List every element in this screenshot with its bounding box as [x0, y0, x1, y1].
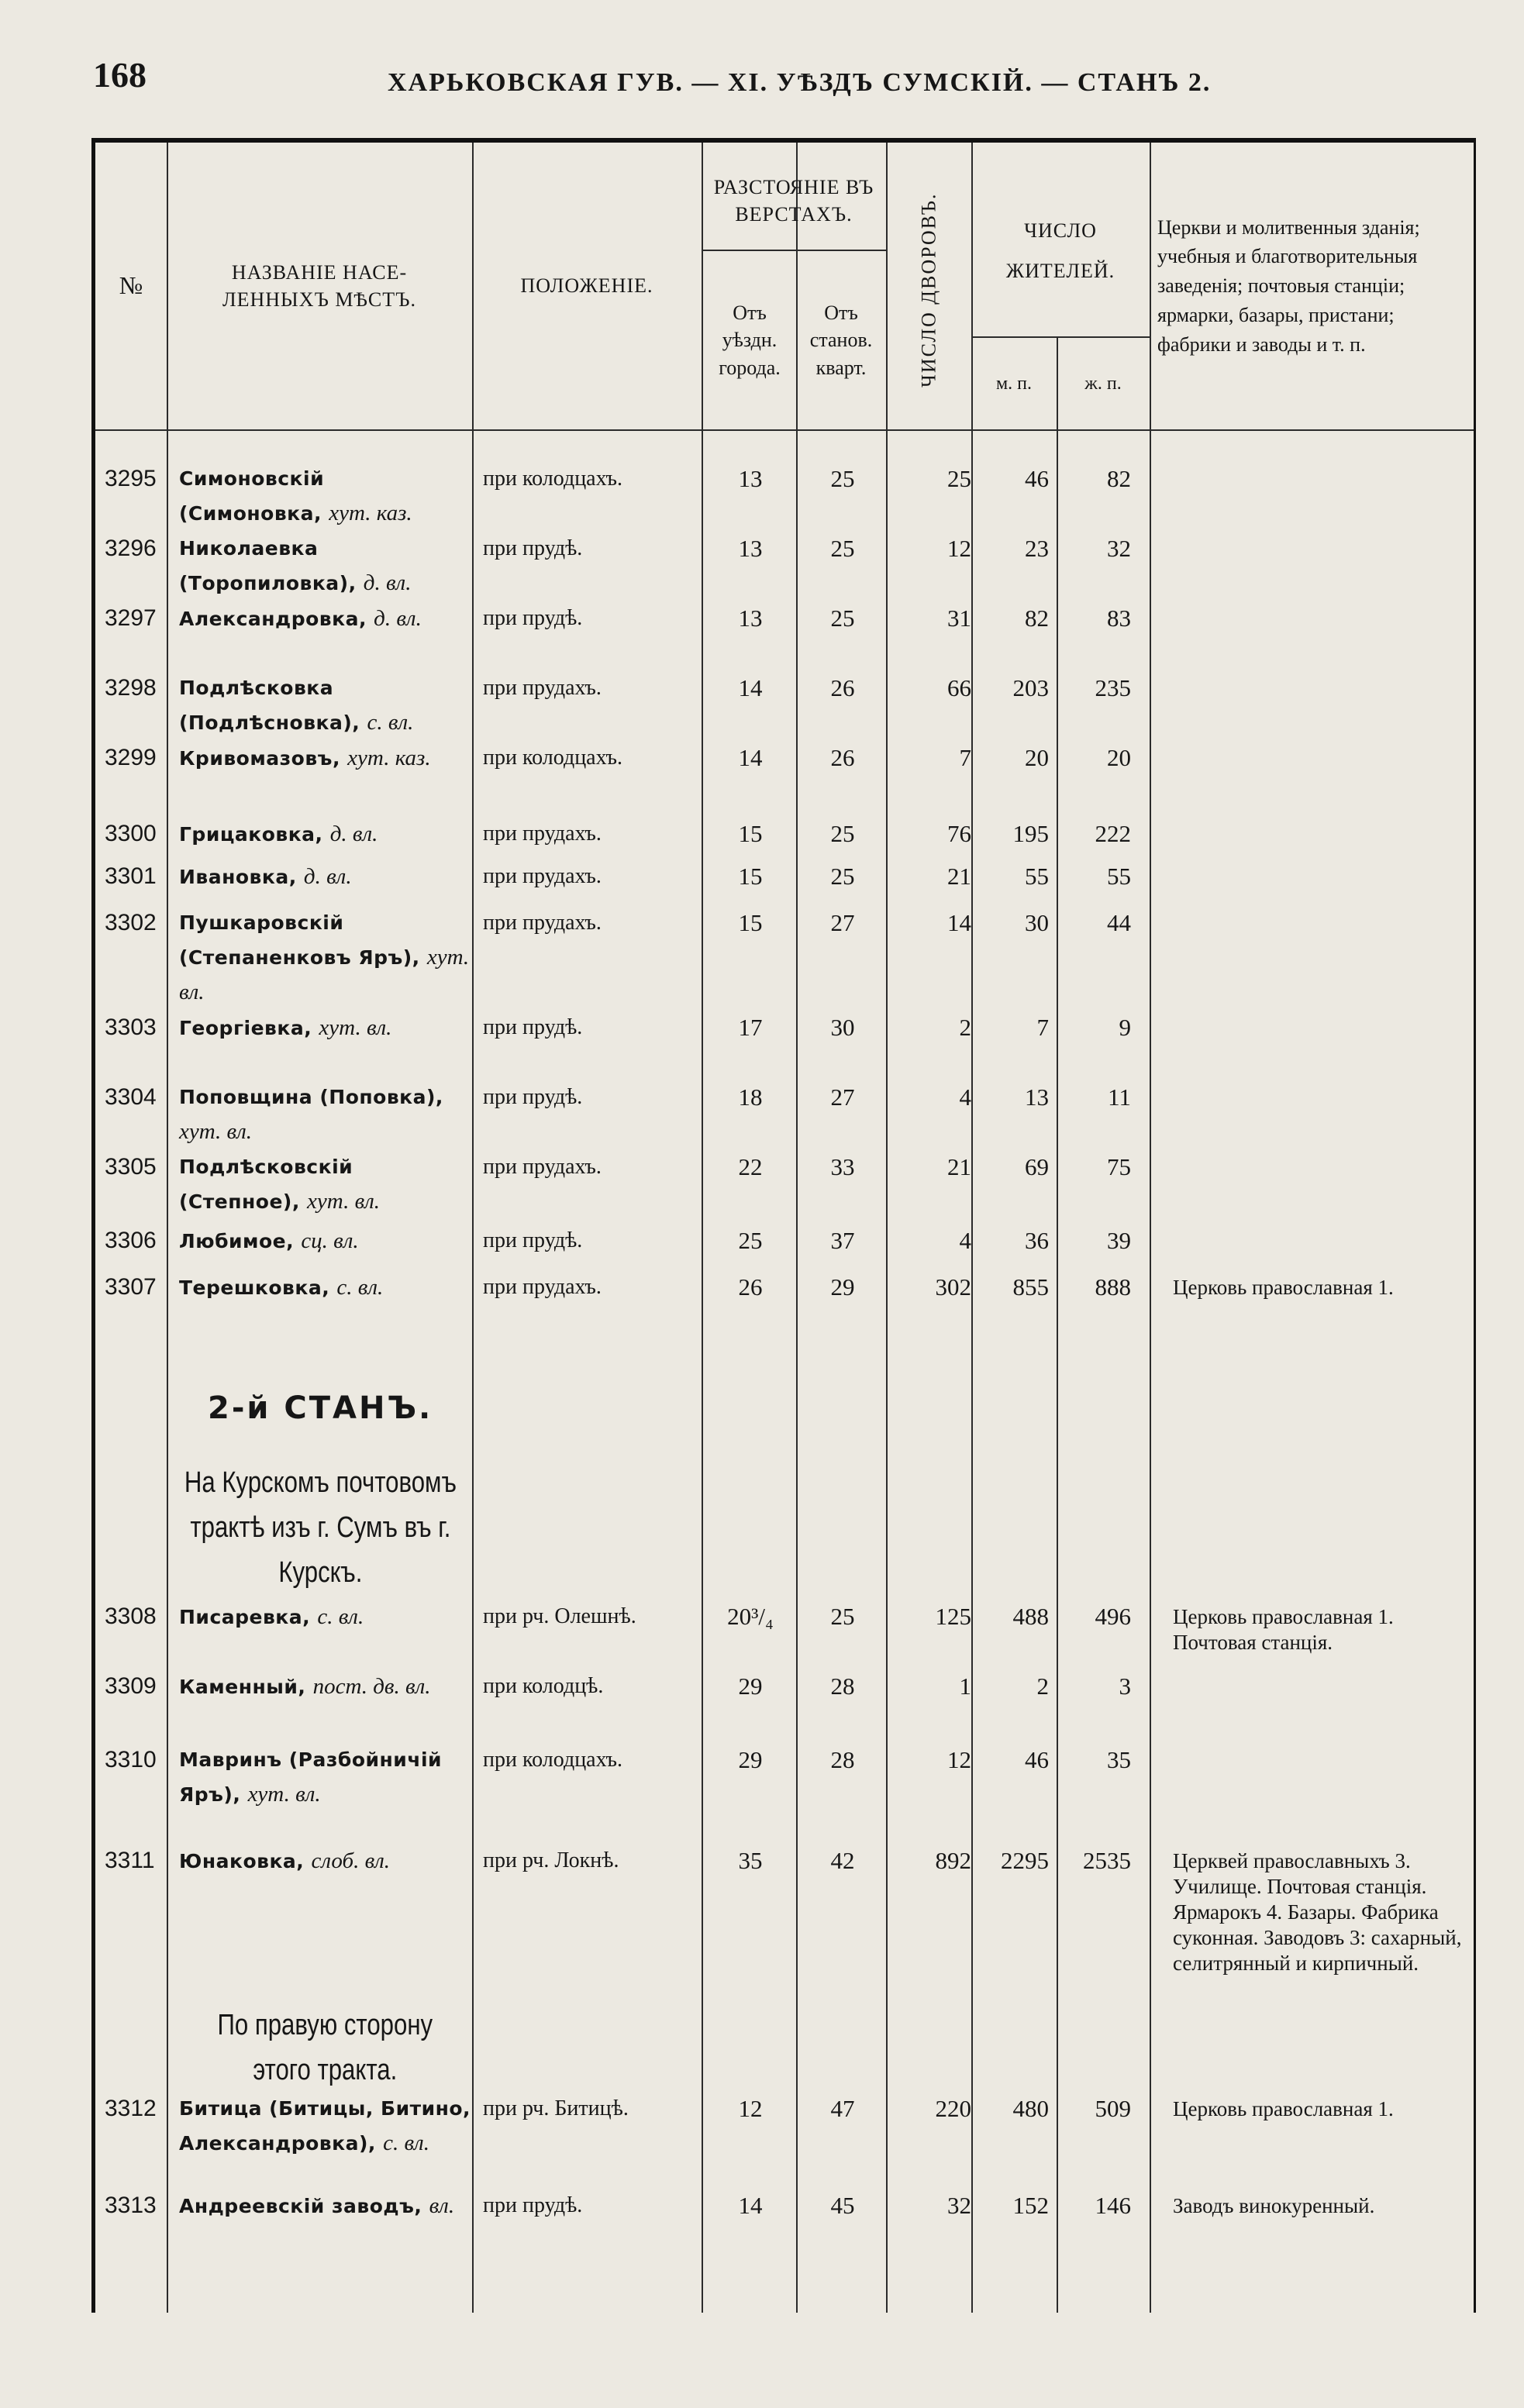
place-name-text: Писаревка,: [179, 1606, 318, 1628]
distance-from-town: 26: [738, 1273, 763, 1300]
distance-from-stan: 47: [830, 2095, 855, 2122]
female-count: 83: [1107, 605, 1131, 632]
row-number: 3305: [105, 1154, 157, 1180]
households-count: 76: [947, 820, 971, 847]
distance-from-town: 17: [738, 1014, 763, 1041]
female-count: 888: [1095, 1273, 1131, 1300]
distance-from-town: 18: [738, 1083, 763, 1111]
households-count: 21: [947, 1153, 971, 1180]
col-name-header: НАЗВАНІЕ НАСЕ-ЛЕННЫХЪ МѢСТЪ.: [222, 260, 417, 311]
settlement-type: хут. каз.: [329, 501, 412, 525]
place-name: [179, 462, 474, 531]
place-position: при рч. Битицѣ.: [483, 2096, 629, 2120]
distance-from-stan: 26: [830, 744, 855, 771]
distance-from-town: 20³/₄: [727, 1603, 774, 1630]
male-count: 480: [1012, 2095, 1049, 2122]
col-male-header: м. п.: [995, 373, 1033, 394]
row-number: 3313: [105, 2193, 157, 2218]
distance-from-town: 14: [738, 2192, 763, 2219]
place-position: при колодцахъ.: [483, 746, 623, 770]
notes-text: Церковь православная 1.: [1173, 2097, 1394, 2120]
place-position: при прудѣ.: [483, 536, 583, 560]
settlement-type: хут. каз.: [347, 746, 431, 770]
male-count: 2295: [1001, 1847, 1049, 1874]
page-number: 168: [93, 55, 147, 95]
settlement-type: д. вл.: [329, 822, 378, 846]
distance-subrule: [702, 250, 886, 251]
col-female-header: ж. п.: [1084, 373, 1122, 394]
households-count: 14: [947, 909, 971, 936]
female-count: 496: [1095, 1603, 1131, 1630]
row-number: 3297: [105, 605, 157, 631]
place-name: [179, 1600, 474, 1635]
distance-from-stan: 30: [830, 1014, 855, 1041]
col-notes-header: Церкви и молитвенныя зданія; учебныя и благотворительныя заведенія; почтовыя станціи; ярмарки, базары, пристани; фабрики и заводы и т. п.: [1157, 215, 1420, 356]
place-name: [179, 741, 474, 776]
col-from-stan-header: Отъ станов. кварт.: [809, 301, 873, 379]
place-name: [179, 2189, 474, 2224]
settlement-type: д. вл.: [374, 606, 422, 631]
distance-from-town: 35: [738, 1847, 763, 1874]
place-position: при прудѣ.: [483, 2193, 583, 2217]
place-name: [179, 817, 474, 852]
place-name: [179, 906, 474, 1010]
households-count: 1: [959, 1673, 971, 1700]
distance-from-stan: 45: [830, 2192, 855, 2219]
male-count: 69: [1025, 1153, 1049, 1180]
male-count: 855: [1012, 1273, 1049, 1300]
distance-from-stan: 37: [830, 1227, 855, 1254]
distance-from-stan: 25: [830, 820, 855, 847]
row-number: 3307: [105, 1274, 157, 1300]
distance-from-town: 29: [738, 1746, 763, 1773]
section-right-side: По правую сторону этого тракта.: [217, 2009, 433, 2086]
place-name-text: Симоновскій (Симоновка,: [179, 467, 329, 525]
place-name-text: Мавринъ (Разбойничій Яръ),: [179, 1748, 443, 1806]
households-count: 892: [935, 1847, 971, 1874]
female-count: 509: [1095, 2095, 1131, 2122]
distance-from-town: 25: [738, 1227, 763, 1254]
households-count: 125: [935, 1603, 971, 1630]
place-name: [179, 1224, 474, 1259]
distance-from-town: 13: [738, 465, 763, 492]
male-count: 46: [1025, 465, 1049, 492]
male-count: 55: [1025, 863, 1049, 890]
place-name: [179, 1844, 474, 1879]
male-count: 13: [1025, 1083, 1049, 1111]
place-name-text: Каменный,: [179, 1676, 313, 1698]
households-count: 2: [959, 1014, 971, 1041]
statistics-table: [91, 138, 1476, 2313]
place-position: при прудѣ.: [483, 1015, 583, 1039]
place-name: [179, 860, 474, 894]
households-count: 302: [935, 1273, 971, 1300]
distance-from-stan: 25: [830, 1603, 855, 1630]
female-count: 3: [1119, 1673, 1131, 1700]
households-count: 220: [935, 2095, 971, 2122]
distance-from-stan: 25: [830, 605, 855, 632]
distance-from-town: 12: [738, 2095, 763, 2122]
distance-from-stan: 28: [830, 1673, 855, 1700]
place-position: при колодцахъ.: [483, 467, 623, 491]
row-number: 3296: [105, 536, 157, 561]
col-households-header: ЧИСЛО ДВОРОВЪ.: [917, 192, 940, 388]
settlement-type: хут. вл.: [319, 1015, 392, 1040]
place-name: [179, 1270, 474, 1305]
male-count: 82: [1025, 605, 1049, 632]
row-number: 3310: [105, 1747, 157, 1772]
place-position: при прудахъ.: [483, 864, 602, 888]
households-count: 4: [959, 1083, 971, 1111]
place-name-text: Георгіевка,: [179, 1017, 319, 1039]
distance-from-stan: 29: [830, 1273, 855, 1300]
households-count: 21: [947, 863, 971, 890]
male-count: 30: [1025, 909, 1049, 936]
female-count: 9: [1119, 1014, 1131, 1041]
distance-from-town: 14: [738, 674, 763, 701]
female-count: 11: [1108, 1083, 1131, 1111]
place-position: при прудахъ.: [483, 822, 602, 846]
settlement-type: хут. вл.: [179, 1119, 253, 1144]
notes-text: Церквей православныхъ 3. Училище. Почтовая станція. Ярмарокъ 4. Базары. Фабрика суконная. Заводовъ 3: сахарный, селитрянный и кирпичный.: [1173, 1849, 1462, 1975]
male-count: 2: [1036, 1673, 1049, 1700]
households-count: 12: [947, 1746, 971, 1773]
settlement-type: д. вл.: [303, 864, 352, 889]
place-name: [179, 671, 474, 740]
place-name-text: Любимое,: [179, 1230, 302, 1252]
male-count: 7: [1036, 1014, 1049, 1041]
male-count: 203: [1012, 674, 1049, 701]
place-name: [179, 1150, 474, 1219]
place-position: при прудѣ.: [483, 1228, 583, 1252]
female-count: 55: [1107, 863, 1131, 890]
rule-num: [167, 143, 168, 2313]
settlement-type: слоб. вл.: [311, 1848, 391, 1873]
settlement-type: д. вл.: [363, 570, 412, 595]
distance-from-town: 22: [738, 1153, 763, 1180]
row-number: 3311: [105, 1848, 155, 1873]
settlement-type: вл.: [429, 2193, 455, 2218]
place-name-text: Терешковка,: [179, 1276, 337, 1299]
notes-text: Церковь православная 1.: [1173, 1276, 1394, 1299]
distance-from-town: 13: [738, 605, 763, 632]
settlement-type: хут. вл.: [307, 1189, 381, 1214]
place-position: при рч. Олешнѣ.: [483, 1604, 636, 1628]
female-count: 82: [1107, 465, 1131, 492]
place-name-text: Николаевка (Торопиловка),: [179, 537, 364, 594]
row-number: 3298: [105, 675, 157, 701]
col-inhabitants-header: ЧИСЛО ЖИТЕЛЕЙ.: [1005, 219, 1115, 282]
row-number: 3308: [105, 1604, 157, 1629]
section-stan-2: 2-й СТАНЪ.: [208, 1390, 433, 1426]
col-position-header: ПОЛОЖЕНІЕ.: [520, 274, 653, 298]
place-name-text: Поповщина (Поповка),: [179, 1086, 443, 1108]
distance-from-stan: 26: [830, 674, 855, 701]
row-number: 3300: [105, 821, 157, 846]
place-name: [179, 601, 474, 636]
place-name-text: Юнаковка,: [179, 1850, 312, 1872]
place-position: при колодцахъ.: [483, 1748, 623, 1772]
place-name-text: Кривомазовъ,: [179, 747, 348, 770]
place-name-text: Пушкаровскій (Степаненковъ Яръ),: [179, 911, 427, 969]
distance-from-town: 15: [738, 863, 763, 890]
households-count: 7: [959, 744, 971, 771]
page-header: [78, 54, 1473, 109]
place-name-text: Подлѣсковскій (Степное),: [179, 1156, 353, 1213]
male-count: 36: [1025, 1227, 1049, 1254]
male-count: 152: [1012, 2192, 1049, 2219]
male-count: 46: [1025, 1746, 1049, 1773]
place-name-text: Грицаковка,: [179, 823, 330, 846]
section-kursk-tract: На Курскомъ почтовомъ трактѣ изъ г. Сумъ въ г. Курскъ.: [184, 1466, 457, 1589]
female-count: 222: [1095, 820, 1131, 847]
female-count: 2535: [1083, 1847, 1131, 1874]
place-name: [179, 2092, 474, 2161]
row-number: 3301: [105, 863, 157, 889]
distance-from-stan: 25: [830, 535, 855, 562]
households-count: 66: [947, 674, 971, 701]
col-distance-header: РАЗСТОЯНІЕ ВЪ ВЕРСТАХЪ.: [713, 175, 874, 226]
place-position: при прудѣ.: [483, 1085, 583, 1109]
row-number: 3312: [105, 2096, 157, 2121]
row-number: 3309: [105, 1673, 157, 1699]
male-count: 488: [1012, 1603, 1049, 1630]
distance-from-town: 29: [738, 1673, 763, 1700]
distance-from-stan: 25: [830, 863, 855, 890]
header-bottom-rule: [95, 429, 1474, 431]
place-position: при колодцѣ.: [483, 1674, 604, 1698]
settlement-type: с. вл.: [317, 1604, 364, 1629]
distance-from-town: 13: [738, 535, 763, 562]
female-count: 235: [1095, 674, 1131, 701]
place-name: [179, 1743, 474, 1812]
place-position: при прудѣ.: [483, 606, 583, 630]
settlement-type: хут. вл.: [247, 1782, 321, 1807]
col-from-town-header: Отъ уѣздн. города.: [719, 301, 781, 379]
female-count: 44: [1107, 909, 1131, 936]
place-position: при прудахъ.: [483, 1155, 602, 1179]
distance-from-town: 14: [738, 744, 763, 771]
male-count: 23: [1025, 535, 1049, 562]
settlement-type: с. вл.: [383, 2131, 429, 2155]
female-count: 39: [1107, 1227, 1131, 1254]
place-name-text: Александровка,: [179, 608, 374, 630]
male-count: 20: [1025, 744, 1049, 771]
female-count: 35: [1107, 1746, 1131, 1773]
place-name: [179, 1011, 474, 1046]
households-count: 25: [947, 465, 971, 492]
place-name-text: Битица (Битицы, Битино, Александровка),: [179, 2097, 471, 2155]
place-name-text: Ивановка,: [179, 866, 304, 888]
place-name: [179, 1080, 474, 1149]
female-count: 146: [1095, 2192, 1131, 2219]
households-count: 31: [947, 605, 971, 632]
households-count: 32: [947, 2192, 971, 2219]
female-count: 32: [1107, 535, 1131, 562]
place-position: при прудахъ.: [483, 676, 602, 700]
row-number: 3306: [105, 1228, 157, 1253]
place-position: при рч. Локнѣ.: [483, 1848, 619, 1872]
row-number: 3299: [105, 745, 157, 770]
male-count: 195: [1012, 820, 1049, 847]
place-name-text: Подлѣсковка (Подлѣсновка),: [179, 677, 367, 734]
settlement-type: пост. дв. вл.: [312, 1674, 431, 1699]
households-count: 12: [947, 535, 971, 562]
place-name: [179, 1669, 474, 1704]
distance-from-stan: 28: [830, 1746, 855, 1773]
row-number: 3295: [105, 466, 157, 491]
female-count: 75: [1107, 1153, 1131, 1180]
row-number: 3303: [105, 1015, 157, 1040]
running-title: ХАРЬКОВСКАЯ ГУВ. — XI. УѢЗДЪ СУМСКІЙ. — СТАНЪ 2.: [388, 68, 1212, 97]
distance-from-stan: 27: [830, 1083, 855, 1111]
distance-from-stan: 25: [830, 465, 855, 492]
place-position: при прудахъ.: [483, 911, 602, 935]
distance-from-stan: 27: [830, 909, 855, 936]
row-number: 3302: [105, 910, 157, 935]
settlement-type: с. вл.: [367, 710, 414, 735]
rule-female: [1150, 143, 1151, 2313]
distance-from-stan: 33: [830, 1153, 855, 1180]
place-name: [179, 532, 474, 601]
settlement-type: сц. вл.: [301, 1228, 359, 1253]
notes-text: Заводъ винокуренный.: [1173, 2194, 1375, 2217]
notes-text: Церковь православная 1. Почтовая станція.: [1173, 1605, 1394, 1654]
settlement-type: с. вл.: [336, 1275, 384, 1300]
settlement-type: хут. вл.: [179, 945, 470, 1004]
distance-from-town: 15: [738, 820, 763, 847]
distance-from-stan: 42: [830, 1847, 855, 1874]
female-count: 20: [1107, 744, 1131, 771]
row-number: 3304: [105, 1084, 157, 1110]
distance-from-town: 15: [738, 909, 763, 936]
place-name-text: Андреевскій заводъ,: [179, 2195, 429, 2217]
col-num-header: №: [119, 271, 143, 300]
place-position: при прудахъ.: [483, 1275, 602, 1299]
households-count: 4: [959, 1227, 971, 1254]
